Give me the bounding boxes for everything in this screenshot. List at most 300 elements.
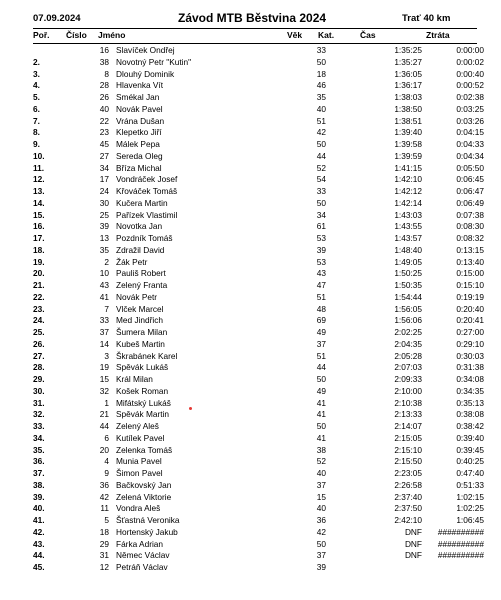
result-gap: 0:51:33 bbox=[456, 479, 484, 490]
result-name: Vondráček Josef bbox=[116, 174, 178, 185]
table-row bbox=[0, 198, 484, 210]
result-category bbox=[332, 409, 376, 421]
result-category bbox=[332, 57, 376, 69]
result-gap: 0:00:40 bbox=[456, 68, 484, 79]
result-position: 5. bbox=[33, 92, 40, 102]
result-name: Vlček Marcel bbox=[116, 303, 164, 314]
result-gap: 1:06:45 bbox=[456, 515, 484, 525]
header-top-rule bbox=[33, 28, 477, 29]
result-age: 37 bbox=[316, 338, 326, 349]
result-category bbox=[332, 151, 376, 163]
result-position: 3. bbox=[33, 68, 40, 79]
result-name: Spěvák Martin bbox=[116, 409, 170, 420]
result-position: 4. bbox=[33, 80, 40, 91]
result-start-number: 6 bbox=[104, 432, 109, 443]
result-time: 1:36:17 bbox=[394, 80, 422, 91]
result-start-number: 16 bbox=[99, 45, 109, 55]
result-start-number: 15 bbox=[99, 374, 109, 384]
result-position: 11. bbox=[33, 162, 45, 173]
result-name: Petráň Václav bbox=[116, 562, 168, 572]
table-row bbox=[0, 116, 484, 128]
result-category bbox=[332, 245, 376, 257]
result-start-number: 31 bbox=[99, 550, 109, 561]
result-start-number: 34 bbox=[99, 162, 109, 173]
result-name: Novotka Jan bbox=[116, 221, 163, 232]
result-position: 32. bbox=[33, 409, 45, 420]
result-position: 13. bbox=[33, 186, 45, 196]
result-age: 37 bbox=[316, 479, 326, 490]
result-age: 41 bbox=[316, 397, 326, 408]
table-row bbox=[0, 492, 484, 504]
result-time: 2:02:25 bbox=[394, 327, 422, 337]
result-name: Klepetko Jiří bbox=[116, 127, 162, 138]
result-position: 25. bbox=[33, 327, 45, 337]
result-name: Pozdník Tomáš bbox=[116, 233, 173, 243]
result-gap: 0:05:50 bbox=[456, 162, 484, 173]
result-age: 43 bbox=[316, 268, 326, 279]
result-position: 19. bbox=[33, 256, 45, 267]
result-position: 23. bbox=[33, 303, 45, 314]
result-name: Zelenka Tomáš bbox=[116, 444, 173, 455]
table-row bbox=[0, 527, 484, 539]
race-title: Závod MTB Běstvina 2024 bbox=[178, 11, 327, 25]
result-position: 39. bbox=[33, 491, 45, 502]
result-time: 2:09:33 bbox=[394, 374, 422, 384]
result-gap: 0:35:13 bbox=[456, 397, 484, 408]
result-start-number: 38 bbox=[99, 56, 109, 67]
result-age: 50 bbox=[316, 538, 326, 549]
col-head-category: Kat. bbox=[318, 30, 335, 40]
result-gap: 0:27:00 bbox=[456, 327, 484, 337]
result-age: 51 bbox=[316, 291, 326, 302]
result-time: 2:42:10 bbox=[394, 515, 422, 525]
result-time: 1:50:25 bbox=[394, 268, 422, 279]
result-category bbox=[332, 503, 376, 515]
result-gap: 0:38:42 bbox=[456, 421, 484, 431]
result-age: 51 bbox=[316, 350, 326, 361]
result-age: 50 bbox=[316, 139, 326, 149]
result-position: 33. bbox=[33, 421, 45, 431]
result-name: Med Jindřich bbox=[116, 315, 164, 326]
result-category bbox=[332, 163, 376, 175]
result-position: 41. bbox=[33, 515, 45, 525]
result-age: 49 bbox=[316, 385, 326, 396]
result-time: 1:43:57 bbox=[394, 233, 422, 243]
result-name: Šumera Milan bbox=[116, 327, 168, 337]
result-time: 2:05:28 bbox=[394, 350, 422, 361]
result-position: 2. bbox=[33, 56, 40, 67]
result-gap: 0:30:03 bbox=[456, 350, 484, 361]
table-row bbox=[0, 139, 484, 151]
result-age: 33 bbox=[316, 186, 326, 196]
result-name: Šťastná Veronika bbox=[116, 515, 180, 525]
result-time: 1:49:05 bbox=[394, 256, 422, 267]
table-row bbox=[0, 315, 484, 327]
result-gap: 0:15:00 bbox=[456, 268, 484, 279]
table-row bbox=[0, 398, 484, 410]
table-row bbox=[0, 480, 484, 492]
result-position: 18. bbox=[33, 244, 45, 255]
col-head-name: Jméno bbox=[98, 30, 126, 40]
result-position: 17. bbox=[33, 233, 45, 243]
result-gap: 0:19:19 bbox=[456, 291, 484, 302]
result-start-number: 5 bbox=[104, 515, 109, 525]
result-time: 2:37:40 bbox=[394, 491, 422, 502]
result-time: 2:10:00 bbox=[394, 385, 422, 396]
result-gap: 1:02:15 bbox=[456, 491, 484, 502]
result-age: 15 bbox=[316, 491, 326, 502]
result-time: 1:35:25 bbox=[394, 45, 422, 55]
result-age: 41 bbox=[316, 409, 326, 420]
result-name: Hlavenka Vít bbox=[116, 80, 164, 91]
red-dot-mark bbox=[189, 407, 192, 410]
result-start-number: 18 bbox=[99, 526, 109, 537]
result-gap: 0:04:34 bbox=[456, 150, 484, 161]
result-gap: ########## bbox=[437, 538, 484, 549]
result-name: Zelený Aleš bbox=[116, 421, 159, 431]
results-table bbox=[0, 45, 484, 574]
result-category bbox=[332, 433, 376, 445]
result-position: 24. bbox=[33, 315, 45, 326]
result-start-number: 4 bbox=[104, 456, 109, 467]
result-name: Kubeš Martin bbox=[116, 338, 165, 349]
result-position: 14. bbox=[33, 197, 45, 208]
table-row bbox=[0, 80, 484, 92]
result-time: 1:42:12 bbox=[394, 186, 422, 196]
result-gap: 0:02:38 bbox=[456, 92, 484, 102]
header-bottom-rule bbox=[33, 43, 477, 44]
result-time: 1:38:03 bbox=[394, 92, 422, 102]
result-name: Žák Petr bbox=[116, 256, 148, 267]
result-time: 1:48:40 bbox=[394, 244, 422, 255]
result-gap: 0:06:47 bbox=[456, 186, 484, 196]
result-name: Křováček Tomáš bbox=[116, 186, 178, 196]
result-name: Mifátský Lukáš bbox=[116, 397, 171, 408]
result-gap: 0:34:35 bbox=[456, 385, 484, 396]
result-position: 20. bbox=[33, 268, 45, 279]
result-category bbox=[332, 515, 376, 527]
table-row bbox=[0, 550, 484, 562]
table-row bbox=[0, 456, 484, 468]
result-start-number: 33 bbox=[99, 315, 109, 326]
result-time: 2:04:35 bbox=[394, 338, 422, 349]
result-gap: 0:39:40 bbox=[456, 432, 484, 443]
result-start-number: 43 bbox=[99, 280, 109, 290]
result-gap: ########## bbox=[437, 550, 484, 561]
result-name: Král Milan bbox=[116, 374, 153, 384]
result-time: 1:42:14 bbox=[394, 197, 422, 208]
result-time: 1:43:03 bbox=[394, 209, 422, 220]
result-time: 1:39:58 bbox=[394, 139, 422, 149]
result-gap: 1:02:25 bbox=[456, 503, 484, 514]
result-start-number: 37 bbox=[99, 327, 109, 337]
result-name: Munia Pavel bbox=[116, 456, 162, 467]
result-name: Bříza Michal bbox=[116, 162, 162, 173]
result-start-number: 44 bbox=[99, 421, 109, 431]
result-position: 26. bbox=[33, 338, 45, 349]
result-age: 44 bbox=[316, 362, 326, 373]
result-age: 42 bbox=[316, 526, 326, 537]
result-time: DNF bbox=[404, 526, 422, 537]
result-name: Zelený Franta bbox=[116, 280, 168, 290]
result-start-number: 22 bbox=[99, 115, 109, 126]
result-category bbox=[332, 45, 376, 57]
table-row bbox=[0, 57, 484, 69]
result-category bbox=[332, 550, 376, 562]
result-gap: ########## bbox=[437, 526, 484, 537]
result-time: 2:15:05 bbox=[394, 432, 422, 443]
result-time: 1:35:27 bbox=[394, 56, 422, 67]
result-time: 2:07:03 bbox=[394, 362, 422, 373]
result-start-number: 13 bbox=[99, 233, 109, 243]
result-age: 48 bbox=[316, 303, 326, 314]
result-start-number: 40 bbox=[99, 103, 109, 114]
result-position: 38. bbox=[33, 479, 45, 490]
result-category bbox=[332, 362, 376, 374]
result-gap bbox=[432, 562, 484, 574]
table-row bbox=[0, 69, 484, 81]
result-time: 1:50:35 bbox=[394, 280, 422, 290]
result-gap: 0:20:41 bbox=[456, 315, 484, 326]
result-age: 44 bbox=[316, 150, 326, 161]
result-time: 1:41:15 bbox=[394, 162, 422, 173]
result-age: 61 bbox=[316, 221, 326, 232]
result-position: 45. bbox=[33, 562, 45, 572]
result-start-number: 45 bbox=[99, 139, 109, 149]
result-name: Němec Václav bbox=[116, 550, 170, 561]
result-category bbox=[332, 186, 376, 198]
result-time: 1:38:51 bbox=[394, 115, 422, 126]
result-name: Pařízek Vlastimil bbox=[116, 209, 178, 220]
result-gap: 0:03:25 bbox=[456, 103, 484, 114]
result-start-number: 28 bbox=[99, 80, 109, 91]
result-age: 39 bbox=[316, 562, 326, 572]
result-name: Hortenský Jakub bbox=[116, 526, 178, 537]
result-category bbox=[332, 280, 376, 292]
result-category bbox=[332, 198, 376, 210]
result-name: Spěvák Lukáš bbox=[116, 362, 169, 373]
result-gap: 0:06:49 bbox=[456, 197, 484, 208]
result-position: 16. bbox=[33, 221, 45, 232]
result-position: 43. bbox=[33, 538, 45, 549]
result-time: 1:39:59 bbox=[394, 150, 422, 161]
result-start-number: 12 bbox=[99, 562, 109, 572]
table-row bbox=[0, 186, 484, 198]
result-position bbox=[0, 45, 89, 57]
result-age: 18 bbox=[316, 68, 326, 79]
col-head-number: Číslo bbox=[66, 30, 87, 40]
result-time: 1:56:05 bbox=[394, 303, 422, 314]
table-row bbox=[0, 503, 484, 515]
result-start-number: 8 bbox=[104, 68, 109, 79]
result-start-number: 9 bbox=[104, 468, 109, 478]
result-age: 54 bbox=[316, 174, 326, 185]
result-age: 41 bbox=[316, 432, 326, 443]
result-position: 34. bbox=[33, 432, 45, 443]
result-age: 53 bbox=[316, 233, 326, 243]
result-start-number: 14 bbox=[99, 338, 109, 349]
table-row bbox=[0, 151, 484, 163]
result-position: 27. bbox=[33, 350, 45, 361]
table-row bbox=[0, 210, 484, 222]
result-position: 44. bbox=[33, 550, 45, 561]
result-gap: 0:15:10 bbox=[456, 280, 484, 290]
result-time: 1:54:44 bbox=[394, 291, 422, 302]
result-start-number: 41 bbox=[99, 291, 109, 302]
result-name: Novotný Petr "Kutin" bbox=[116, 56, 192, 67]
result-age: 42 bbox=[316, 127, 326, 138]
result-time: DNF bbox=[404, 550, 422, 561]
result-time: DNF bbox=[404, 538, 422, 549]
table-row bbox=[0, 562, 484, 574]
table-row bbox=[0, 304, 484, 316]
result-gap: 0:47:40 bbox=[456, 468, 484, 478]
result-category bbox=[332, 304, 376, 316]
result-age: 35 bbox=[316, 92, 326, 102]
result-name: Zelená Viktorie bbox=[116, 491, 172, 502]
result-age: 36 bbox=[316, 515, 326, 525]
col-head-time: Čas bbox=[360, 30, 376, 40]
result-age: 40 bbox=[316, 503, 326, 514]
result-gap: 0:39:45 bbox=[456, 444, 484, 455]
result-gap: 0:08:30 bbox=[456, 221, 484, 232]
result-start-number: 11 bbox=[100, 503, 109, 514]
result-position: 12. bbox=[33, 174, 45, 185]
result-gap: 0:00:52 bbox=[456, 80, 484, 91]
result-category bbox=[332, 268, 376, 280]
col-head-gap: Ztráta bbox=[426, 30, 450, 40]
result-category bbox=[332, 456, 376, 468]
table-row bbox=[0, 174, 484, 186]
result-gap: 0:13:15 bbox=[456, 244, 484, 255]
result-start-number: 3 bbox=[104, 350, 109, 361]
result-age: 53 bbox=[316, 256, 326, 267]
result-age: 52 bbox=[316, 456, 326, 467]
result-position: 42. bbox=[33, 526, 45, 537]
result-start-number: 24 bbox=[99, 186, 109, 196]
result-category bbox=[332, 386, 376, 398]
result-category bbox=[332, 116, 376, 128]
result-name: Novák Petr bbox=[116, 291, 158, 302]
result-category bbox=[332, 492, 376, 504]
result-age: 50 bbox=[316, 421, 326, 431]
result-time: 2:10:38 bbox=[394, 397, 422, 408]
result-name: Novák Pavel bbox=[116, 103, 163, 114]
table-row bbox=[0, 92, 484, 104]
result-gap: 0:34:08 bbox=[456, 374, 484, 384]
result-time: 2:14:07 bbox=[394, 421, 422, 431]
table-row bbox=[0, 386, 484, 398]
col-head-age: Věk bbox=[287, 30, 303, 40]
table-row bbox=[0, 245, 484, 257]
result-position: 29. bbox=[33, 374, 45, 384]
table-row bbox=[0, 362, 484, 374]
result-age: 37 bbox=[316, 550, 326, 561]
result-category bbox=[332, 92, 376, 104]
result-category bbox=[332, 468, 376, 480]
table-row bbox=[0, 327, 484, 339]
table-row bbox=[0, 45, 484, 57]
result-start-number: 21 bbox=[99, 409, 109, 420]
table-row bbox=[0, 221, 484, 233]
result-name: Málek Pepa bbox=[116, 139, 160, 149]
table-row bbox=[0, 409, 484, 421]
result-start-number: 36 bbox=[99, 479, 109, 490]
result-category bbox=[332, 327, 376, 339]
result-gap: 0:00:00 bbox=[456, 45, 484, 55]
result-category bbox=[332, 527, 376, 539]
result-time: 2:26:58 bbox=[394, 479, 422, 490]
result-start-number: 39 bbox=[99, 221, 109, 232]
result-gap: 0:06:45 bbox=[456, 174, 484, 185]
result-gap: 0:04:33 bbox=[456, 139, 484, 149]
result-position: 35. bbox=[33, 444, 45, 455]
col-head-position: Poř. bbox=[33, 30, 50, 40]
result-position: 15. bbox=[33, 209, 45, 220]
table-row bbox=[0, 163, 484, 175]
table-row bbox=[0, 421, 484, 433]
result-gap: 0:04:15 bbox=[456, 127, 484, 138]
result-category bbox=[332, 221, 376, 233]
result-age: 40 bbox=[316, 468, 326, 478]
result-age: 39 bbox=[316, 244, 326, 255]
result-name: Fárka Adrian bbox=[116, 538, 164, 549]
result-start-number: 42 bbox=[99, 491, 109, 502]
result-time bbox=[376, 562, 432, 574]
result-start-number: 1 bbox=[104, 397, 109, 408]
result-position: 6. bbox=[33, 103, 40, 114]
result-age: 50 bbox=[316, 197, 326, 208]
result-category bbox=[332, 104, 376, 116]
result-position: 21. bbox=[33, 280, 45, 290]
result-position: 30. bbox=[33, 385, 45, 396]
result-name: Pauliš Robert bbox=[116, 268, 166, 279]
table-row bbox=[0, 351, 484, 363]
table-row bbox=[0, 339, 484, 351]
table-row bbox=[0, 257, 484, 269]
result-age: 50 bbox=[316, 56, 326, 67]
table-row bbox=[0, 445, 484, 457]
result-time: 1:42:10 bbox=[394, 174, 422, 185]
result-position: 9. bbox=[33, 139, 40, 149]
result-category bbox=[332, 174, 376, 186]
result-time: 1:38:50 bbox=[394, 103, 422, 114]
result-start-number: 32 bbox=[99, 385, 109, 396]
result-category bbox=[332, 351, 376, 363]
result-position: 37. bbox=[33, 468, 45, 478]
result-category bbox=[332, 562, 376, 574]
result-category bbox=[332, 292, 376, 304]
result-position: 7. bbox=[33, 115, 40, 126]
result-name: Bačkovský Jan bbox=[116, 479, 172, 490]
result-age: 51 bbox=[316, 115, 326, 126]
table-row bbox=[0, 515, 484, 527]
table-row bbox=[0, 468, 484, 480]
result-category bbox=[332, 257, 376, 269]
result-category bbox=[332, 445, 376, 457]
result-position: 31. bbox=[33, 397, 45, 408]
result-start-number: 23 bbox=[99, 127, 109, 138]
result-position: 40. bbox=[33, 503, 45, 514]
result-name: Vondra Aleš bbox=[116, 503, 161, 514]
result-name: Kutílek Pavel bbox=[116, 432, 165, 443]
result-gap: 0:40:25 bbox=[456, 456, 484, 467]
result-name: Vrána Dušan bbox=[116, 115, 165, 126]
result-age: 46 bbox=[316, 80, 326, 91]
result-time: 2:23:05 bbox=[394, 468, 422, 478]
result-name: Smékal Jan bbox=[116, 92, 160, 102]
result-age: 33 bbox=[316, 45, 326, 55]
